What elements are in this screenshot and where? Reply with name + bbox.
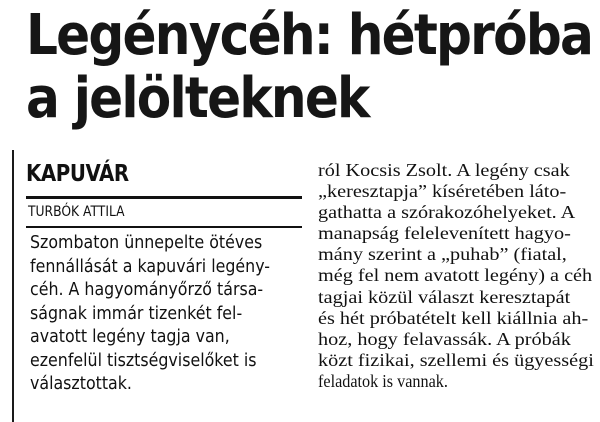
author-byline: TURBÓK ATTILA [28,204,125,220]
column-rule [12,150,14,422]
body-line: feladatok is vannak. [318,370,448,391]
body-line: „keresztapja” kíséretében láto- [318,181,567,202]
dateline-place: KAPUVÁR [26,161,129,187]
lead-line: Szombaton ünnepelte ötéves [30,233,263,253]
dateline-rule [26,196,302,199]
lead-line: ezenfelül tisztségviselőket is [30,350,257,371]
byline-rule [26,226,302,228]
dateline-block [26,160,302,220]
lead-line: választottak. [30,374,132,394]
body-line: és hét próbatételt kell kiállnia ah- [318,307,589,328]
body-line: ról Kocsis Zsolt. A legény csak [318,160,570,180]
headline-line-1: Legénycéh: hétpróba [26,3,593,68]
lead-paragraph [30,232,302,397]
body-line: mány szerint a „puhab” (fiatal, [318,244,567,265]
article-headline [26,4,592,130]
lead-line: fennállását a kapuvári legény- [30,256,271,277]
body-column [318,160,594,392]
lead-line: avatott legény tagja van, [30,327,230,347]
body-line: hoz, hogy felavassák. A próbák [318,328,571,349]
headline-line-2: a jelölteknek [26,66,369,131]
body-line: közt fizikai, szellemi és ügyességi [318,349,594,370]
lead-line: ságnak immár tizenkét fel- [30,303,243,324]
body-line: tagjai közül választ keresztapát [318,286,571,307]
body-line: manapság felelevenített hagyo- [318,223,571,244]
body-line: gathatta a szórakozóhelyeket. A [318,202,576,223]
body-line: még fel nem avatott legény) a céh [318,265,593,286]
lead-line: céh. A hagyományőrző társa- [30,280,264,300]
